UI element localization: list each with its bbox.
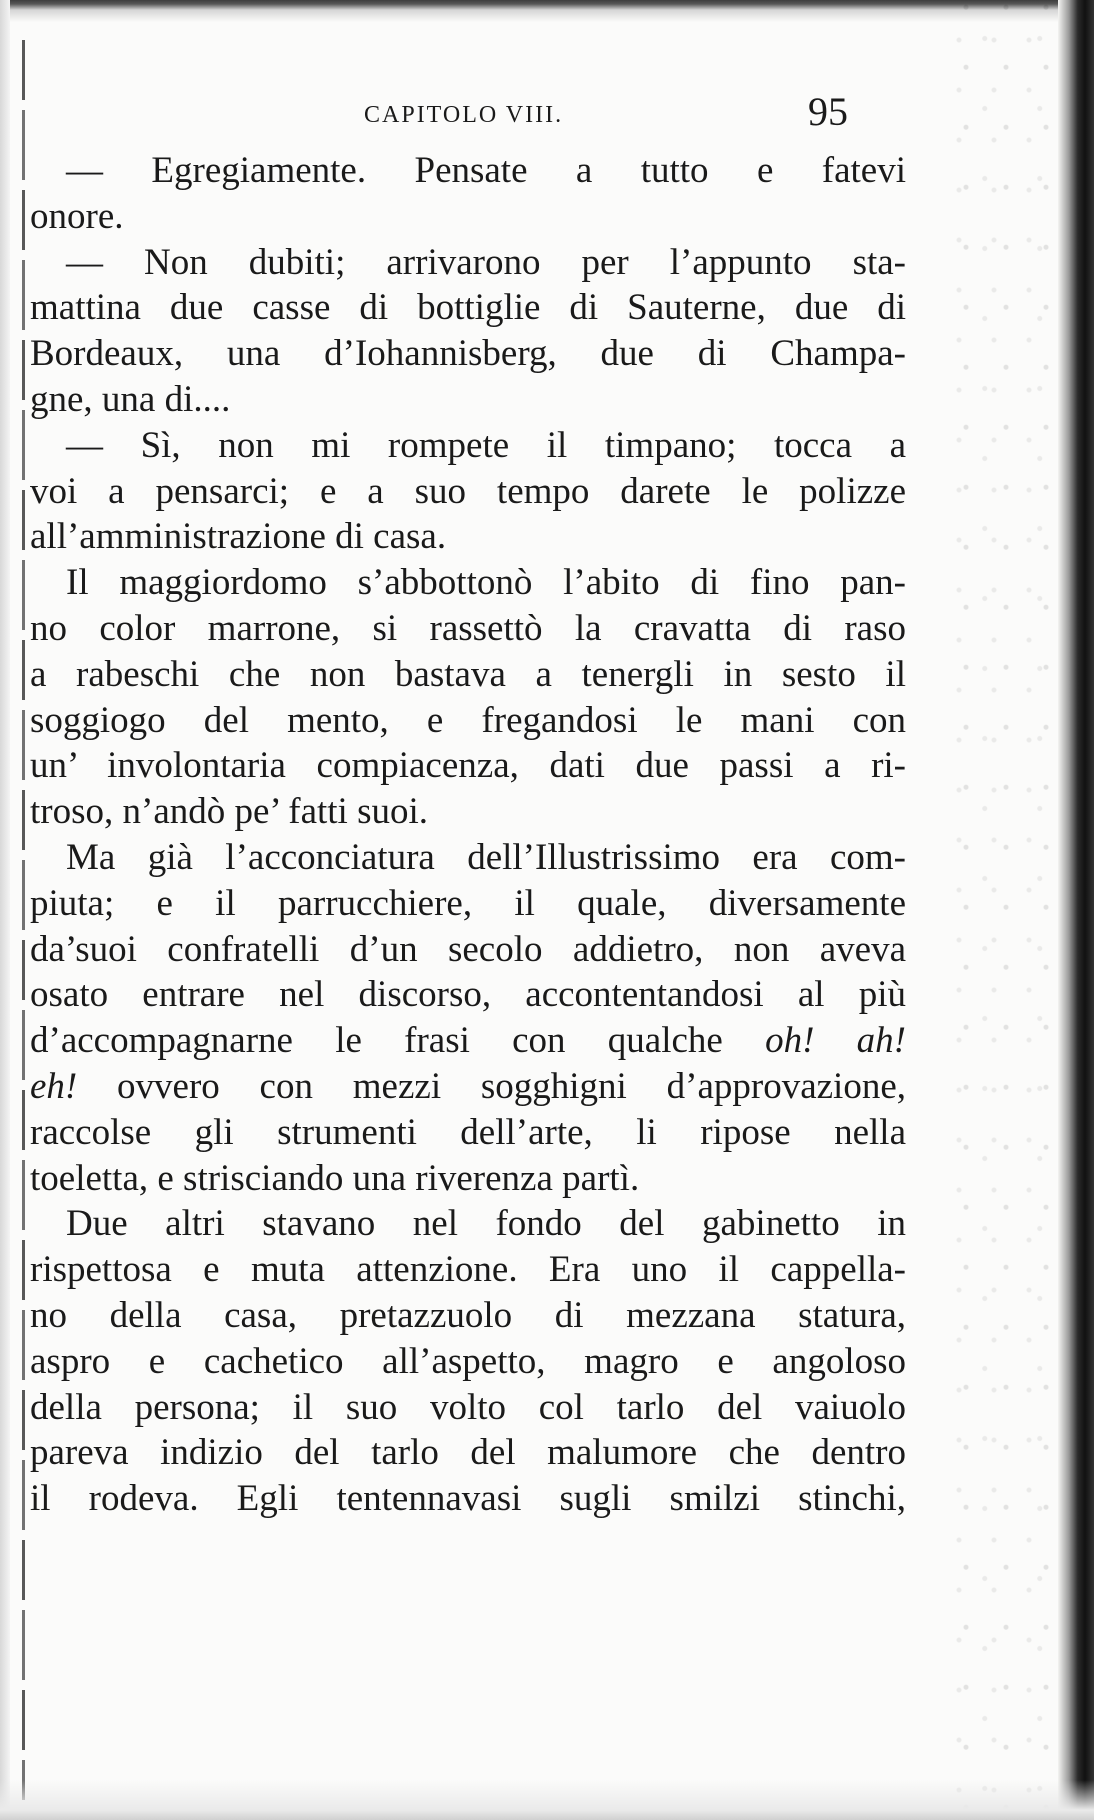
text-run: ovvero con mezzi sogghigni d’approvazione,	[77, 1065, 906, 1107]
text-line: Ma già l’acconciatura dell’Illustrissimo era com-	[66, 836, 906, 878]
text-line: Due altri stavano nel fondo del gabinetto in	[66, 1203, 906, 1245]
text-line: gne, una di....	[30, 378, 231, 420]
italic-interjection: oh! ah!	[765, 1020, 906, 1062]
text-line: toeletta, e strisciando una riverenza partì.	[30, 1157, 640, 1199]
text-line: — Non dubiti; arrivarono per l’appunto sta-	[66, 241, 906, 283]
text-line: onore.	[30, 195, 124, 237]
page-top-shadow	[0, 0, 1094, 22]
text-line: aspro e cachetico all’aspetto, magro e angoloso	[30, 1340, 906, 1382]
text-line: soggiogo del mento, e fregandosi le mani con	[30, 699, 906, 741]
text-line: da’suoi confratelli d’un secolo addietro, non aveva	[30, 928, 906, 970]
text-line: rispettosa e muta attenzione. Era uno il cappella-	[30, 1249, 906, 1291]
paper-speckles	[938, 0, 1058, 1820]
text-line: piuta; e il parrucchiere, il quale, diversamente	[30, 882, 906, 924]
text-line: Bordeaux, una d’Iohannisberg, due di Champa-	[30, 333, 906, 375]
text-line: pareva indizio del tarlo del malumore che dentro	[30, 1432, 906, 1474]
text-line: mattina due casse di bottiglie di Sauterne, due di	[30, 287, 906, 329]
text-line: all’amministrazione di casa.	[30, 516, 447, 558]
page-header	[30, 89, 906, 148]
page-right-edge	[1058, 0, 1094, 1820]
text-line: no della casa, pretazzuolo di mezzana statura,	[30, 1294, 906, 1336]
text-line	[30, 1018, 906, 1064]
running-title: CAPITOLO VIII.	[364, 102, 564, 128]
text-line: osato entrare nel discorso, accontentandosi al più	[30, 974, 906, 1016]
page-left-edge	[0, 0, 10, 1820]
text-line: raccolse gli strumenti dell’arte, li ripose nella	[30, 1111, 906, 1153]
text-line: della persona; il suo volto col tarlo del vaiuolo	[30, 1386, 906, 1428]
binding-line	[22, 40, 25, 1800]
text-line: no color marrone, si rassettò la cravatta di raso	[30, 607, 906, 649]
page-number: 95	[808, 89, 848, 134]
text-line: a rabeschi che non bastava a tenergli in sesto il	[30, 653, 906, 695]
page-text	[30, 89, 906, 1522]
text-line: Il maggiordomo s’abbottonò l’abito di fino pan-	[66, 562, 906, 604]
text-line: il rodeva. Egli tentennavasi sugli smilzi stinchi,	[30, 1478, 906, 1520]
text-line	[30, 1064, 906, 1110]
text-line: un’ involontaria compiacenza, dati due passi a ri-	[30, 745, 906, 787]
text-line: voi a pensarci; e a suo tempo darete le polizze	[30, 470, 906, 512]
text-line: — Egregiamente. Pensate a tutto e fatevi	[66, 150, 906, 191]
page-bottom-edge	[0, 1780, 1094, 1820]
text-line: — Sì, non mi rompete il timpano; tocca a	[66, 424, 906, 466]
italic-interjection: eh!	[30, 1065, 78, 1107]
text-line: troso, n’andò pe’ fatti suoi.	[30, 791, 429, 833]
text-run: d’accompagnarne le frasi con qualche	[30, 1020, 766, 1062]
